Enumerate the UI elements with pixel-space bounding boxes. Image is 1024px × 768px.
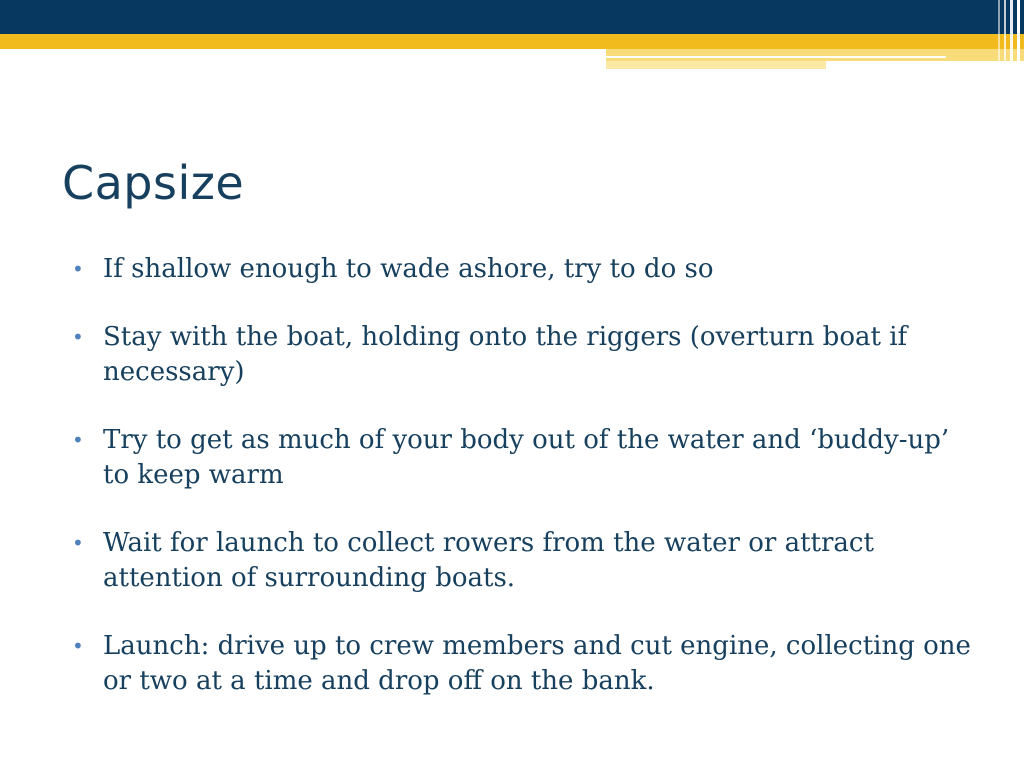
slide-title: Capsize: [62, 156, 245, 210]
bullet-marker-icon: •: [72, 428, 84, 452]
bullet-item: [72, 252, 972, 287]
bullet-list: [72, 252, 972, 732]
header-band-gold-accent-2: [606, 61, 826, 69]
bullet-text: Try to get as much of your body out of the water and ‘buddy-up’ to keep warm: [103, 425, 950, 490]
bullet-marker-icon: •: [72, 325, 84, 349]
bullet-marker-icon: •: [72, 531, 84, 555]
bullet-item: [72, 629, 972, 699]
bullet-item: [72, 526, 972, 596]
header-stripe: [1004, 0, 1006, 70]
bullet-text: If shallow enough to wade ashore, try to do so: [103, 254, 714, 284]
header-accent-line: [606, 56, 946, 58]
bullet-marker-icon: •: [72, 634, 84, 658]
bullet-marker-icon: •: [72, 257, 84, 281]
header-stripe: [998, 0, 1000, 70]
bullet-text: Stay with the boat, holding onto the riggers (overturn boat if necessary): [103, 322, 908, 387]
bullet-text: Wait for launch to collect rowers from the water or attract attention of surrounding boats.: [103, 528, 874, 593]
header-stripes-decoration: [990, 0, 1024, 70]
header-band-gold-accent: [606, 49, 1024, 61]
header-stripe: [1017, 0, 1020, 70]
bullet-item: [72, 320, 972, 390]
header-stripe: [1010, 0, 1013, 70]
header-band-gold: [0, 34, 1024, 49]
bullet-text: Launch: drive up to crew members and cut engine, collecting one or two at a time and drop off on the bank.: [103, 631, 971, 696]
bullet-item: [72, 423, 972, 493]
header-band-navy: [0, 0, 1024, 34]
